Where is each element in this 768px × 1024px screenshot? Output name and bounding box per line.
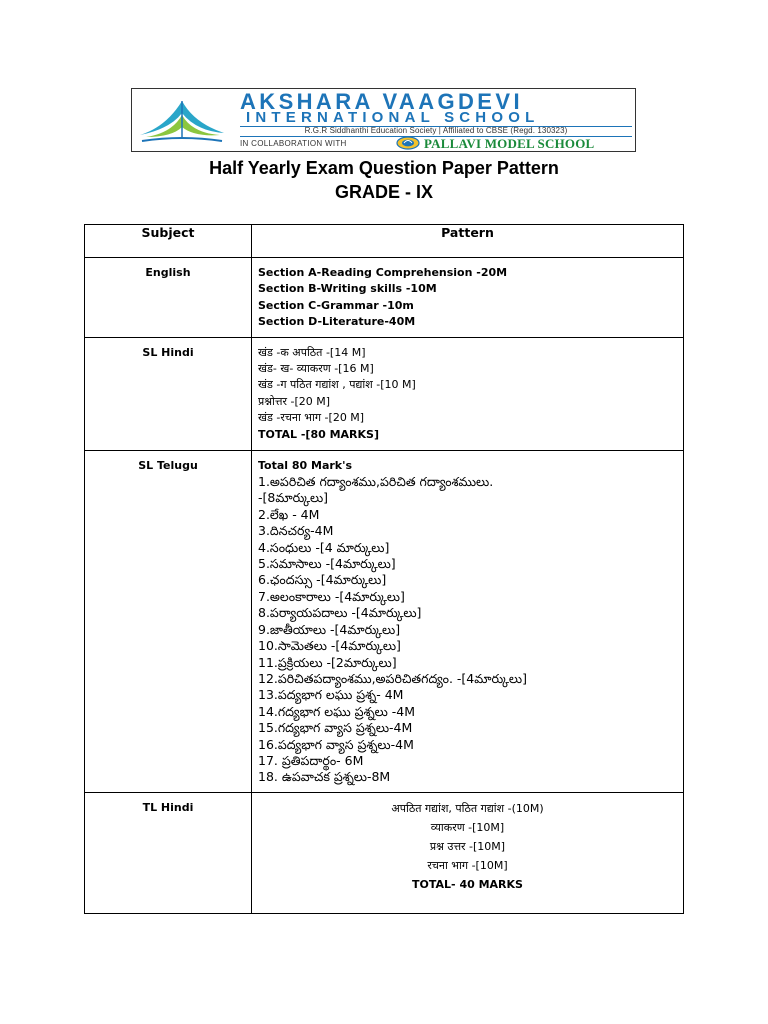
pattern-line: 15.గద్యభాగ వ్యాస ప్రశ్నలు-4M <box>258 720 413 736</box>
page-title: Half Yearly Exam Question Paper Pattern <box>209 158 559 178</box>
pattern-line: Total 80 Mark's <box>258 458 353 472</box>
exam-pattern-table <box>84 224 684 914</box>
table-row <box>85 792 684 913</box>
table-row <box>85 258 684 338</box>
pattern-line: खंड -क अपठित -[14 M] <box>258 345 366 359</box>
subject-cell: SL Hindi <box>85 337 252 450</box>
grade-title: GRADE - IX <box>334 182 433 202</box>
pattern-line: -[8మార్కులు] <box>258 490 329 506</box>
table-header-row <box>85 225 684 258</box>
pattern-cell <box>252 258 684 338</box>
pattern-line: Section A-Reading Comprehension -20M <box>258 266 508 279</box>
school-subtitle: INTERNATIONAL SCHOOL <box>246 109 540 126</box>
school-banner <box>131 88 636 152</box>
pattern-line: 18. ఉపవాచక ప్రశ్నలు-8M <box>258 769 391 785</box>
subject-cell: SL Telugu <box>85 450 252 792</box>
pattern-line: 11.ప్రక్రియలు -[2మార్కులు] <box>258 654 397 670</box>
pattern-line: 4.సంధులు -[4 మార్కులు] <box>258 539 390 555</box>
pattern-line: 3.దినచర్య-4M <box>258 523 334 539</box>
pattern-line: प्रश्नोत्तर -[20 M] <box>258 394 331 408</box>
school-tent-logo <box>136 93 228 149</box>
pattern-line: 6.ఛందస్సు -[4మార్కులు] <box>258 572 387 588</box>
pattern-cell <box>252 337 684 450</box>
table-row <box>85 450 684 792</box>
pattern-line: Section D-Literature-40M <box>258 315 416 329</box>
pattern-line: 13.పద్యభాగ లఘు ప్రశ్న- 4M <box>258 687 404 703</box>
pattern-line: 16.పద్యభాగ వ్యాస ప్రశ్నలు-4M <box>258 736 414 752</box>
pattern-line: Section C-Grammar -10m <box>258 298 414 312</box>
pattern-line: 17. ప్రతిపదార్థం- 6M <box>258 752 364 768</box>
partner-school-name: PALLAVI MODEL SCHOOL <box>424 136 595 151</box>
pattern-line: 8.పర్యాయపదాలు -[4మార్కులు] <box>258 605 422 621</box>
school-name: AKSHARA VAAGDEVI <box>240 89 523 114</box>
pattern-line: व्याकरण -[10M] <box>430 820 505 834</box>
pattern-line: 12.పరిచితపద్యాంశము,అపరిచితగద్యం. -[4మార్కులు] <box>258 670 527 686</box>
column-header-pattern: Pattern <box>252 225 684 258</box>
pattern-cell <box>252 450 684 792</box>
pattern-line: खंड -रचना भाग -[20 M] <box>258 411 365 425</box>
pattern-line: TOTAL- 40 MARKS <box>412 877 523 891</box>
subject-cell: TL Hindi <box>85 792 252 913</box>
pattern-line: रचना भाग -[10M] <box>427 858 508 872</box>
pattern-line: खंड- ख- व्याकरण -[16 M] <box>258 362 374 376</box>
pattern-line: 5.సమాసాలు -[4మార్కులు] <box>258 556 396 572</box>
column-header-subject: Subject <box>85 225 252 258</box>
pattern-line: 10.సామెతలు -[4మార్కులు] <box>258 638 401 654</box>
subject-cell: English <box>85 258 252 338</box>
pattern-line: खंड -ग पठित गद्यांश , पद्यांश -[10 M] <box>258 378 416 392</box>
table-row <box>85 337 684 450</box>
pattern-line: 9.జాతీయాలు -[4మార్కులు] <box>258 621 401 637</box>
pattern-line: 14.గద్యభాగ లఘు ప్రశ్నలు -4M <box>258 703 416 719</box>
pattern-line: TOTAL -[80 MARKS] <box>258 427 379 441</box>
pattern-line: अपठित गद्यांश, पठित गद्यांश -(10M) <box>391 801 544 815</box>
pattern-line: 1.అపరిచిత గద్యాంశము,పరిచిత గద్యాంశములు. <box>258 474 494 490</box>
pattern-line: 2.లేఖ - 4M <box>258 506 320 522</box>
pattern-line: 7.అలంకారాలు -[4మార్కులు] <box>258 588 405 604</box>
pattern-line: प्रश्न उत्तर -[10M] <box>429 839 506 853</box>
pattern-cell <box>252 792 684 913</box>
pattern-line: Section B-Writing skills -10M <box>258 282 437 296</box>
collaboration-label: IN COLLABORATION WITH <box>240 139 347 148</box>
affiliation-text: R.G.R Siddhanthi Education Society | Affiliated to CBSE (Regd. 130323) <box>304 126 568 135</box>
pallavi-emblem-icon <box>396 136 420 150</box>
